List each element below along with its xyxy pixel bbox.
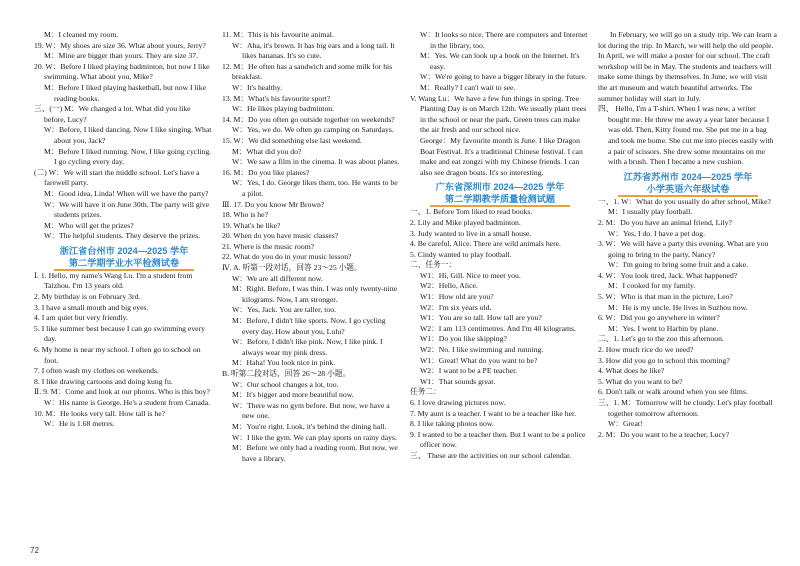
transcript-block: [34, 271, 214, 430]
transcript-line: W：He is 1.68 metres.: [44, 419, 115, 429]
transcript-line: 2. How much rice do we need?: [598, 345, 694, 355]
transcript-line: 4. I am quiet but very friendly.: [34, 313, 128, 323]
transcript-line: W：I'm going to bring some fruit and a cake.: [608, 260, 748, 270]
transcript-line: W：It's healthy.: [232, 82, 282, 92]
transcript-line: W1：That sounds great.: [420, 376, 496, 386]
transcript-line: 19. W：My shoes are size 36. What about yours, Jerry?: [34, 40, 206, 50]
transcript-line: 二、1. Let's go to the zoo this afternoon.: [598, 334, 724, 344]
transcript-line: 20. W：Before I liked playing badminton, but now I like swimming. What about you, Mike?: [34, 61, 210, 82]
transcript-line: W：I like the gym. We can play sports on rainy days.: [232, 432, 397, 442]
transcript-line: In February, we will go on a study trip. We can learn a lot during the trip. In March, we will help the old people. In April, we will make a poster for our school. The craft workshop will be in May. The students and teachers will make some things by themselves. In June, we will visit the art museum and watch beautiful artworks. The summer holiday will start in July.: [598, 30, 777, 103]
transcript-line: W：His name is George. He's a student from Canada.: [44, 398, 211, 407]
section-title: 浙江省台州市 2024—2025 学年: [59, 245, 189, 256]
transcript-line: W：Yes, we do. We often go camping on Saturdays.: [232, 125, 394, 135]
transcript-line: 2. M：Do you want to be a teacher, Lucy?: [598, 429, 730, 439]
column-4: [594, 30, 782, 550]
transcript-line: 21. Where is the music room?: [222, 241, 315, 251]
transcript-line: 10. M：He looks very tall. How tall is he?: [34, 408, 166, 418]
transcript-line: 6. I love drawing pictures now.: [410, 398, 506, 407]
transcript-line: 18. Who is he?: [222, 210, 268, 220]
transcript-line: M：Before I liked running. Now, I like going cycling. I go cycling every day.: [44, 146, 212, 167]
transcript-line: W2：No. I like swimming and running.: [420, 345, 544, 355]
transcript-block: [598, 197, 778, 441]
transcript-line: 12. M：He often has a sandwich and some milk for his breakfast.: [222, 61, 393, 82]
column-3: [406, 30, 594, 550]
transcript-line: Ⅳ. A. 听第一段对话，回答 23～25 小题。: [222, 263, 362, 273]
transcript-line: 7. I often wash my clothes on weekends.: [34, 366, 159, 376]
transcript-line: W：Our school changes a lot, too.: [232, 379, 339, 389]
transcript-line: M：Right. Before, I was thin. I was only twenty-nine kilograms. Now, I am stronger.: [232, 284, 398, 304]
section-title: 江苏省苏州市 2024—2025 学年: [623, 171, 753, 182]
transcript-line: 3. W：We will have a party this evening. What are you going to bring to the party, Nancy?: [598, 239, 769, 259]
transcript-line: M：Yes. I went to Harbin by plane.: [608, 323, 719, 333]
transcript-line: 任务二：: [410, 387, 441, 397]
transcript-line: 5. What do you want to be?: [598, 376, 683, 386]
transcript-line: 二、任务一：: [410, 260, 457, 270]
transcript-line: 16. M：Do you like planes?: [222, 167, 310, 177]
column-2: [218, 30, 406, 550]
transcript-line: 三、(一) M：We changed a lot. What did you like before, Lucy?: [34, 104, 191, 124]
transcript-line: 一、1. Before Tom liked to read books.: [410, 207, 533, 217]
transcript-line: M：Really? I can't wait to see.: [420, 82, 516, 92]
transcript-line: 2. My birthday is on February 3rd.: [34, 292, 141, 302]
section-subtitle: 第二学期教学质量检测试题: [410, 193, 590, 205]
transcript-line: M：Yes. We can look up a book on the Internet. It's easy.: [420, 51, 580, 71]
section-title: 广东省深圳市 2024—2025 学年: [435, 182, 565, 193]
transcript-line: 3. How did you go to school this morning?: [598, 355, 730, 365]
transcript-line: 15. W：We did something else last weekend.: [222, 135, 362, 145]
transcript-line: M：Good idea, Linda! When will we have the party?: [44, 188, 209, 198]
transcript-block: [410, 207, 590, 461]
transcript-line: W：We are all different now.: [232, 273, 323, 283]
transcript-line: M：I usually play football.: [608, 207, 693, 217]
transcript-line: W：We're going to have a bigger library in the future.: [420, 72, 587, 82]
section-subtitle: 小学英语六年级试卷: [598, 183, 778, 195]
transcript-line: W：Great!: [608, 419, 643, 429]
transcript-line: 三、1. M：Tomorrow will be cloudy. Let's play football together tomorrow afternoon.: [598, 398, 773, 418]
transcript-line: 5. W：Who is that man in the picture, Leo?: [598, 292, 733, 302]
transcript-line: 7. My aunt is a teacher. I want to be a teacher like her.: [410, 408, 577, 418]
transcript-line: W：Before, I liked dancing. Now I like singing. What about you, Jack?: [44, 125, 212, 145]
transcript-line: W：Yes, Jack. You are taller, too.: [232, 305, 336, 315]
transcript-block: [222, 30, 402, 464]
transcript-line: W：Aha, it's brown. It has big ears and a long tail. It likes bananas. It's so cute.: [232, 40, 395, 61]
transcript-block: [598, 30, 778, 168]
section-subtitle: 第二学期学业水平检测试卷: [34, 257, 214, 269]
transcript-line: M：It's bigger and more beautiful now.: [232, 390, 354, 400]
transcript-line: 三、 These are the activities on our school calendar.: [410, 450, 572, 460]
transcript-line: 20. When do you have music classes?: [222, 231, 339, 241]
transcript-line: 22. What do you do in your music lesson?: [222, 252, 352, 262]
transcript-line: V. Wang Lu：We have a few fun things in spring. Tree Planting Day is on March 12th. We usually plant trees in the school or near the park. Green trees can make the air fresh and our school nice.: [410, 93, 587, 135]
transcript-line: W2：I am 113 centimetres. And I'm 40 kilograms.: [420, 323, 576, 333]
transcript-line: M：Before we only had a reading room. But now, we have a library.: [232, 443, 398, 463]
transcript-line: 3. Judy wanted to live in a small house.: [410, 228, 532, 238]
transcript-line: 2. M：Do you have an animal friend, Lily?: [598, 217, 732, 227]
transcript-line: 6. Don't talk or walk around when you see films.: [598, 387, 748, 397]
transcript-line: (二) W：We will start the middle school. Let's have a farewell party.: [34, 167, 200, 188]
transcript-line: 14. M：Do you often go outside together on weekends?: [222, 114, 395, 124]
transcript-line: M：You're right. Look, it's behind the dining hall.: [232, 421, 387, 431]
transcript-line: 4. Be careful, Alice. There are wild animals here.: [410, 239, 561, 249]
transcript-line: 8. I like drawing cartoons and doing kung fu.: [34, 376, 173, 386]
transcript-line: W1：Do you like skipping?: [420, 334, 507, 344]
transcript-line: 3. I have a small mouth and big eyes.: [34, 302, 149, 312]
transcript-line: Ⅱ. 9. M：Come and look at our photos. Who is this boy?: [34, 387, 210, 397]
transcript-line: M：Before, I didn't like sports. Now, I go cycling every day. How about you, Lulu?: [232, 316, 386, 336]
transcript-line: W2：I'm six years old.: [420, 302, 492, 312]
transcript-line: 13. M：What's his favourite sport?: [222, 93, 331, 103]
transcript-line: W：We will have it on June 30th. The party will give students prizes.: [44, 199, 210, 220]
transcript-line: 4. W：You look tired, Jack. What happened?: [598, 270, 738, 280]
transcript-line: M：Who will get the prizes?: [44, 220, 134, 230]
transcript-line: W2：Hello, Alice.: [420, 281, 478, 291]
transcript-line: M：Mine are bigger than yours. They are size 37.: [44, 51, 198, 61]
transcript-line: W1：Great! What do you want to be?: [420, 355, 538, 365]
transcript-line: Ⅲ. 17. Do you know Mr Brown?: [222, 199, 325, 209]
transcript-line: W：Yes, I do. I have a pet dog.: [608, 228, 706, 238]
transcript-line: 11. M：This is his favourite animal.: [222, 30, 334, 39]
transcript-line: W：It looks so nice. There are computers and Internet in the library, too.: [420, 30, 588, 50]
transcript-line: 5. I like summer best because I can go swimming every day.: [34, 323, 205, 344]
transcript-line: M：Haha! You look nice in pink.: [232, 358, 336, 368]
transcript-line: M：I cooked for my family.: [608, 281, 696, 291]
transcript-line: 一、1. W：What do you usually do after school, Mike?: [598, 196, 771, 206]
transcript-line: W1：How old are you?: [420, 292, 494, 302]
transcript-line: W1：You are so tall. How tall are you?: [420, 313, 542, 323]
column-1: [30, 30, 218, 550]
transcript-line: 2. Lily and Mike played badminton.: [410, 217, 521, 227]
transcript-line: 6. W：Did you go anywhere in winter?: [598, 313, 720, 323]
transcript-line: W：There was no gym before. But now, we have a new one.: [232, 400, 390, 421]
transcript-line: W：He likes playing badminton.: [232, 104, 335, 114]
transcript-line: M：What did you do?: [232, 146, 302, 156]
transcript-line: Ⅰ. 1. Hello, my name's Wang Lu. I'm a student from Taizhou. I'm 13 years old.: [34, 270, 193, 291]
transcript-line: 4. What does he like?: [598, 366, 665, 376]
transcript-line: M：I cleaned my room.: [44, 30, 119, 39]
transcript-line: 9. I wanted to be a teacher then. But I want to be a police officer now.: [410, 429, 586, 450]
transcript-block: [410, 30, 590, 178]
transcript-line: 6. My home is near my school. I often go to school on foot.: [34, 345, 201, 365]
transcript-line: George：My favourite month is June. I like Dragon Boat Festival. It's a traditional Chinese festival. I can make and eat zongzi with my Chinese friends. I can also see dragon boats. It's so interesting.: [420, 135, 583, 177]
transcript-line: 四、 Hello, I'm a T-shirt. When I was new, a writer bought me. He threw me away a year later because I was old. Then, Kitty found me. She put me in a bag and took me home. She cut me into pieces easily with a pair of scissors. She drew some mountains on me with a brush. Then I became a new cushion.: [598, 104, 774, 167]
transcript-line: 5. Cindy wanted to play football.: [410, 249, 512, 259]
transcript-line: M：Before I liked playing basketball, but now I like reading books.: [44, 82, 207, 103]
transcript-block: [34, 30, 214, 242]
transcript-line: W：Yes, I do. George likes them, too. He wants to be a pilot.: [232, 178, 398, 198]
transcript-line: W1：Hi, Gill. Nice to meet you.: [420, 270, 521, 280]
answer-key-page: [30, 30, 782, 550]
page-number: 72: [30, 546, 39, 555]
transcript-line: 8. I like taking photos now.: [410, 419, 494, 429]
transcript-line: W2：I want to be a PE teacher.: [420, 366, 518, 376]
transcript-line: B. 听第二段对话，回答 26～28 小题。: [222, 369, 351, 378]
transcript-line: W：Before, I didn't like pink. Now, I like pink. I always wear my pink dress.: [232, 337, 383, 357]
transcript-line: M：He is my uncle. He lives in Suzhou now.: [608, 302, 748, 312]
transcript-line: W：The helpful students. They deserve the prizes.: [44, 231, 201, 241]
transcript-line: 19. What's he like?: [222, 220, 281, 230]
transcript-line: W：We saw a film in the cinema. It was about planes.: [232, 157, 400, 167]
